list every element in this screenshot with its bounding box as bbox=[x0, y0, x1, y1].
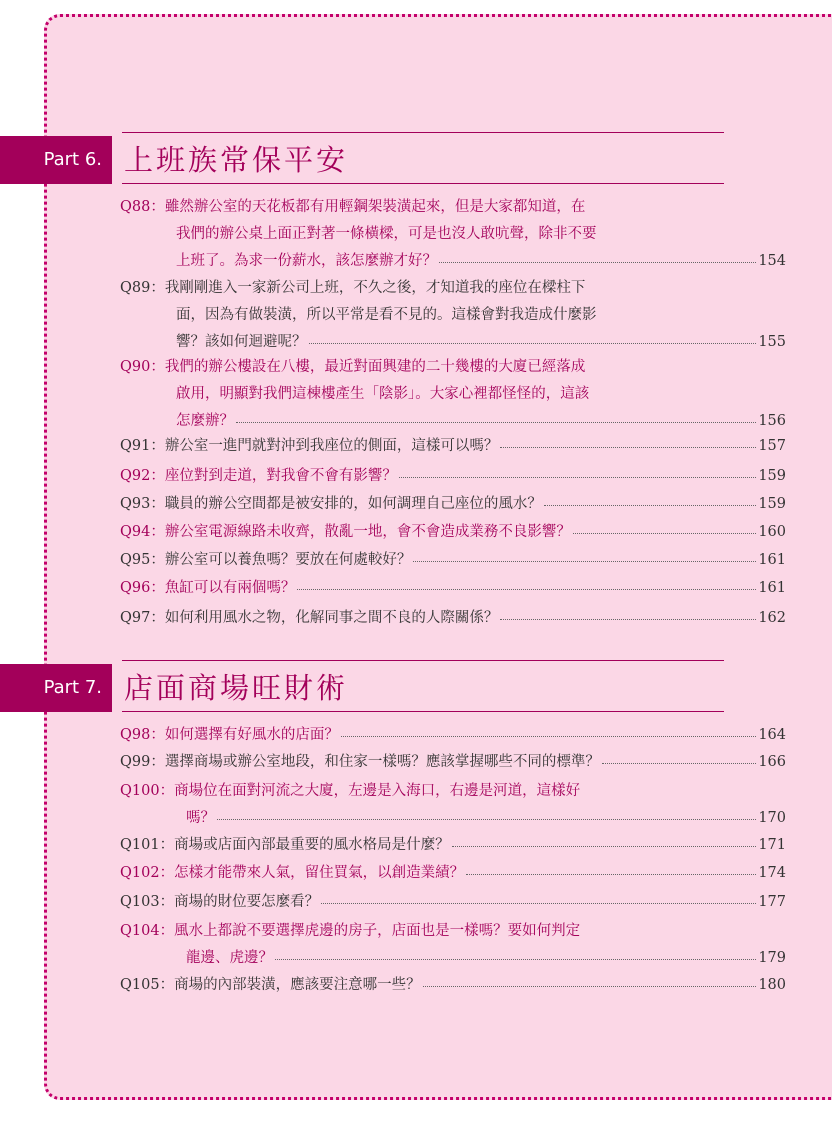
part-label: Part 7. bbox=[0, 664, 112, 712]
leader-dots bbox=[500, 433, 756, 448]
leader-dots bbox=[602, 749, 756, 764]
page-number: 174 bbox=[758, 865, 786, 881]
toc-entry-q94[interactable]: Q94： 辦公室電源線路未收齊，散亂一地，會不會造成業務不良影響？ 160 bbox=[120, 519, 786, 546]
toc-entry-q88[interactable]: Q88： 雖然辦公室的天花板都有用輕鋼架裝潢起來，但是大家都知道，在 我們的辦公桌上面正對著一條橫樑，可是也沒人敢吭聲，除非不要 上班了。為求一份薪水，該怎麼辦才好？ 154 bbox=[120, 194, 786, 275]
leader-dots bbox=[466, 860, 756, 875]
leader-dots bbox=[341, 722, 756, 737]
section-rule-bottom bbox=[122, 183, 724, 184]
section-title: 上班族常保平安 bbox=[124, 143, 349, 177]
leader-dots bbox=[275, 945, 756, 960]
page-number: 170 bbox=[758, 810, 786, 826]
toc-entry-q91[interactable]: Q91： 辦公室一進門就對沖到我座位的側面，這樣可以嗎？ 157 bbox=[120, 433, 786, 460]
page-number: 156 bbox=[758, 413, 786, 429]
toc-entry-q99[interactable]: Q99： 選擇商場或辦公室地段，和住家一樣嗎？應該掌握哪些不同的標準？ 166 bbox=[120, 749, 786, 776]
leader-dots bbox=[217, 805, 756, 820]
leader-dots bbox=[544, 491, 756, 506]
toc-entry-q93[interactable]: Q93： 職員的辦公空間都是被安排的，如何調理自己座位的風水？ 159 bbox=[120, 491, 786, 518]
page-number: 177 bbox=[758, 894, 786, 910]
leader-dots bbox=[413, 547, 756, 562]
toc-entry-q98[interactable]: Q98： 如何選擇有好風水的店面？ 164 bbox=[120, 722, 786, 749]
toc-entry-q96[interactable]: Q96： 魚缸可以有兩個嗎？ 161 bbox=[120, 575, 786, 602]
page-number: 160 bbox=[758, 524, 786, 540]
leader-dots bbox=[500, 605, 756, 620]
page-number: 161 bbox=[758, 580, 786, 596]
toc-entry-q103[interactable]: Q103： 商場的財位要怎麼看？ 177 bbox=[120, 889, 786, 916]
toc-entry-q102[interactable]: Q102： 怎樣才能帶來人氣，留住買氣，以創造業績？ 174 bbox=[120, 860, 786, 887]
page-number: 157 bbox=[758, 438, 786, 454]
section-rule-top bbox=[122, 660, 724, 661]
toc-entry-q90[interactable]: Q90： 我們的辦公樓設在八樓，最近對面興建的二十幾樓的大廈已經落成 啟用，明顯對我們這棟樓產生「陰影」。大家心裡都怪怪的，這該 怎麼辦？ 156 bbox=[120, 354, 786, 435]
page-number: 161 bbox=[758, 552, 786, 568]
toc-entry-q92[interactable]: Q92： 座位對到走道，對我會不會有影響？ 159 bbox=[120, 463, 786, 490]
part-label: Part 6. bbox=[0, 136, 112, 184]
page-number: 179 bbox=[758, 950, 786, 966]
leader-dots bbox=[236, 408, 756, 423]
page-number: 180 bbox=[758, 977, 786, 993]
section-rule-bottom bbox=[122, 711, 724, 712]
page-number: 155 bbox=[758, 334, 786, 350]
page-number: 164 bbox=[758, 727, 786, 743]
page-number: 159 bbox=[758, 496, 786, 512]
toc-entry-q100[interactable]: Q100： 商場位在面對河流之大廈，左邊是入海口，右邊是河道，這樣好 嗎？ 170 bbox=[120, 778, 786, 832]
leader-dots bbox=[439, 248, 756, 263]
leader-dots bbox=[297, 575, 756, 590]
leader-dots bbox=[452, 832, 757, 847]
leader-dots bbox=[399, 463, 756, 478]
toc-entry-q97[interactable]: Q97： 如何利用風水之物，化解同事之間不良的人際關係？ 162 bbox=[120, 605, 786, 632]
toc-entry-q105[interactable]: Q105： 商場的內部裝潢，應該要注意哪一些？ 180 bbox=[120, 972, 786, 999]
section-rule-top bbox=[122, 132, 724, 133]
toc-entry-q95[interactable]: Q95： 辦公室可以養魚嗎？要放在何處較好？ 161 bbox=[120, 547, 786, 574]
leader-dots bbox=[309, 329, 757, 344]
toc-entry-q104[interactable]: Q104： 風水上都說不要選擇虎邊的房子，店面也是一樣嗎？要如何判定 龍邊、虎邊？ 179 bbox=[120, 918, 786, 972]
toc-entry-q89[interactable]: Q89： 我剛剛進入一家新公司上班，不久之後，才知道我的座位在樑柱下 面，因為有做裝潢，所以平常是看不見的。這樣會對我造成什麼影 響？該如何迴避呢？ 155 bbox=[120, 275, 786, 356]
page-number: 166 bbox=[758, 754, 786, 770]
toc-entry-q101[interactable]: Q101： 商場或店面內部最重要的風水格局是什麼？ 171 bbox=[120, 832, 786, 859]
leader-dots bbox=[573, 519, 756, 534]
page-number: 171 bbox=[758, 837, 786, 853]
page-number: 162 bbox=[758, 610, 786, 626]
section-title: 店面商場旺財術 bbox=[124, 671, 349, 705]
leader-dots bbox=[321, 889, 756, 904]
page-number: 159 bbox=[758, 468, 786, 484]
page-number: 154 bbox=[758, 253, 786, 269]
leader-dots bbox=[423, 972, 757, 987]
